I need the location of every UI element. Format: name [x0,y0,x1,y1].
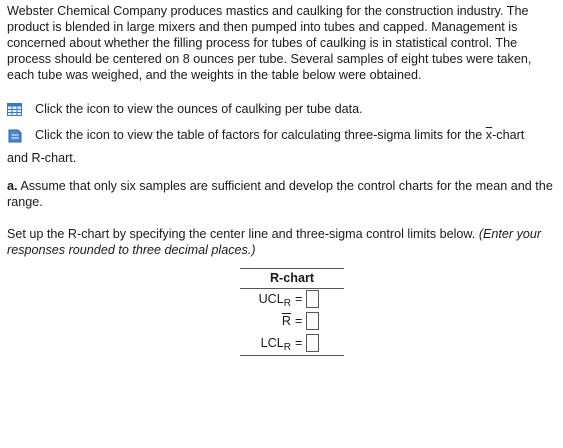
rbar-input[interactable] [306,312,319,330]
problem-intro: Webster Chemical Company produces mastics and caulking for the construction industry. The product is blended in large mixers and then pumped into tubes and capped. Management is concerned about whether the filling process for tubes of caulking is in statistical control. The process should be centered on 8 ounces per tube. Several samples of eight tubes were taken, each tube was weighed, and the weights in the table below were obtained. [7,4,532,82]
table-header: R-chart [269,271,315,285]
document-icon[interactable] [7,129,22,142]
lcl-input[interactable] [306,334,319,352]
factors-link[interactable] [7,127,524,143]
part-a-question: a. Assume that only six samples are sufficient and develop the control charts for the mean and the range. [7,179,553,209]
table-grid-icon[interactable] [7,103,22,116]
equals-sign: = [295,314,303,328]
table-bottom-rule [240,355,344,356]
ucl-row [240,289,344,311]
equals-sign: = [295,336,303,350]
r-chart-table [240,268,344,356]
rbar-row [240,311,344,333]
ucl-input[interactable] [306,290,319,308]
rbar-label: $\overline{R}$ [281,314,291,328]
instruction-text: Set up the R-chart by specifying the center line and three-sigma control limits below. (Enter your responses rounded to three decimal places.) [7,227,542,257]
lcl-label: $LCL_R$ [260,336,291,353]
x-bar-symbol: $\overline{x}$ [485,128,493,142]
lcl-row [240,333,344,355]
ucl-label: $UCL_R$ [258,292,291,309]
data-link-text: Click the icon to view the ounces of caulking per tube data. [35,102,363,116]
factors-link-continuation: and R-chart. [7,151,77,165]
data-link[interactable] [7,101,363,117]
factors-link-text: Click the icon to view the table of factors for calculating three-sigma limits for the $\overline{x}$-chart [35,128,525,142]
equals-sign: = [295,292,303,306]
